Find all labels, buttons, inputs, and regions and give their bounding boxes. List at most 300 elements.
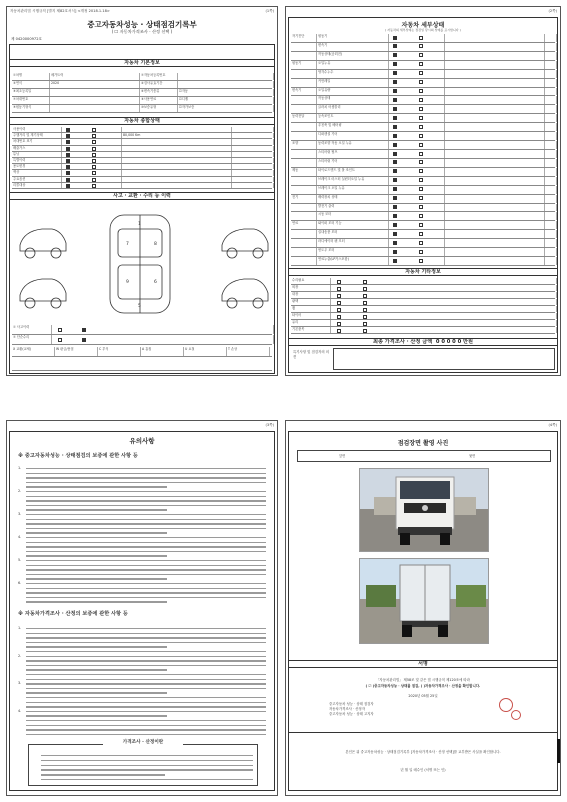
signature-statement: 「자동차관리법」 제58조 및 같은 법 시행규칙 제120조에 따라 — [376, 678, 470, 682]
text-line — [26, 523, 266, 524]
checkbox[interactable] — [393, 223, 397, 227]
checkbox[interactable] — [419, 134, 423, 138]
text-line — [41, 760, 253, 761]
checkbox[interactable] — [393, 205, 397, 209]
table-cell: 주행거리 및 계기상태 — [12, 133, 62, 138]
scroll-indicator[interactable] — [557, 739, 560, 763]
table-cell — [391, 299, 557, 305]
table-cell: ⑦차대번호 — [12, 97, 50, 104]
table-cell — [232, 183, 274, 188]
text-line — [26, 715, 167, 716]
text-line — [26, 496, 266, 497]
table-cell: 라디에이터 팬 모터 — [317, 239, 389, 247]
list-number: 2. — [18, 489, 22, 493]
text-line — [26, 669, 167, 670]
detail-frame — [288, 17, 558, 373]
checkbox[interactable] — [419, 241, 423, 245]
notes-frame — [9, 431, 275, 791]
table-cell — [122, 177, 232, 182]
checkbox[interactable] — [419, 196, 423, 200]
checkbox[interactable] — [92, 140, 96, 144]
table-cell — [291, 230, 317, 238]
table-cell — [545, 248, 557, 256]
checkbox[interactable] — [92, 171, 96, 175]
list-number: 1. — [18, 466, 22, 470]
subtitle: ( ☐ 자동차가격조사 · 산정 선택 ) — [111, 29, 173, 34]
buyer-confirmation: 본인은 위 중고자동차성능 · 상태점검기록부 [자동차가격조사 · 산정 선택]를 교부받은 사실을 확인합니다. — [345, 750, 501, 754]
table-cell — [232, 146, 274, 151]
checkbox[interactable] — [393, 71, 397, 75]
table-cell — [291, 43, 317, 51]
remarks-label: 특기사항 및 점검자의 의견 — [293, 350, 329, 359]
table-cell — [291, 186, 317, 194]
table-cell — [389, 70, 445, 78]
table-cell — [445, 221, 545, 229]
detail-status-row — [291, 132, 555, 141]
checkbox[interactable] — [66, 153, 70, 157]
checkbox[interactable] — [393, 187, 397, 191]
text-line — [26, 477, 266, 478]
checkbox[interactable] — [419, 187, 423, 191]
text-line — [26, 578, 167, 579]
table-cell — [545, 132, 557, 140]
table-cell: 와이퍼 모터 기능 — [317, 221, 389, 229]
table-cell: ② 단순수리 — [12, 335, 52, 344]
text-line — [26, 551, 266, 552]
checkbox[interactable] — [419, 205, 423, 209]
table-cell — [291, 212, 317, 220]
table-cell: ⑥변속기종류 — [140, 89, 178, 96]
checkbox[interactable] — [66, 147, 70, 151]
checkbox[interactable] — [363, 322, 367, 326]
checkbox[interactable] — [393, 250, 397, 254]
table-cell — [389, 159, 445, 167]
detail-status-row — [291, 34, 555, 43]
table-cell — [291, 239, 317, 247]
company-seal-icon — [499, 698, 513, 712]
table-cell — [545, 239, 557, 247]
checkbox[interactable] — [419, 232, 423, 236]
checkbox[interactable] — [337, 301, 341, 305]
checkbox[interactable] — [337, 322, 341, 326]
inspection-notes — [18, 466, 266, 606]
table-cell — [545, 43, 557, 51]
checkbox[interactable] — [363, 287, 367, 291]
table-cell — [50, 89, 140, 96]
checkbox[interactable] — [92, 165, 96, 169]
table-cell — [445, 150, 545, 158]
checkbox[interactable] — [393, 160, 397, 164]
checkbox[interactable] — [419, 53, 423, 57]
checkbox[interactable] — [363, 280, 367, 284]
text-line — [26, 491, 266, 492]
accident-row — [12, 335, 272, 345]
checkbox[interactable] — [393, 36, 397, 40]
text-line — [26, 725, 266, 726]
table-cell — [291, 132, 317, 140]
checkbox[interactable] — [419, 214, 423, 218]
detail-status-row — [291, 150, 555, 159]
checkbox[interactable] — [92, 153, 96, 157]
table-cell — [545, 168, 557, 176]
table-cell — [389, 105, 445, 113]
page-1-inspection-record — [6, 6, 278, 376]
text-line — [26, 706, 266, 707]
checkbox[interactable] — [337, 329, 341, 333]
checkbox[interactable] — [393, 98, 397, 102]
detail-status-row — [291, 79, 555, 88]
table-cell — [545, 70, 557, 78]
table-cell — [112, 325, 274, 334]
text-line — [26, 509, 167, 510]
checkbox[interactable] — [337, 287, 341, 291]
detail-status-row — [291, 61, 555, 70]
table-cell — [445, 230, 545, 238]
basic-info-row — [12, 81, 272, 89]
checkbox[interactable] — [393, 80, 397, 84]
text-line — [26, 683, 266, 684]
accident-history-table — [12, 325, 272, 373]
checkbox[interactable] — [337, 294, 341, 298]
table-cell: X 교환(교체) — [12, 347, 55, 356]
signer-role: 중고자동차 성능 · 상태 점검자 — [329, 702, 374, 706]
table-cell: ①차명 — [12, 73, 50, 80]
checkbox[interactable] — [393, 259, 397, 263]
checkbox[interactable] — [393, 116, 397, 120]
svg-text:8: 8 — [154, 242, 157, 247]
text-line — [26, 646, 167, 647]
checkbox[interactable] — [92, 134, 96, 138]
text-line — [26, 569, 266, 570]
checkbox[interactable] — [363, 294, 367, 298]
checkbox[interactable] — [66, 165, 70, 169]
table-cell — [389, 230, 445, 238]
table-cell — [545, 150, 557, 158]
table-cell: 기본품목 — [291, 327, 331, 333]
table-cell — [445, 61, 545, 69]
wheel-icon — [25, 248, 35, 258]
text-line — [26, 692, 167, 693]
checkbox[interactable] — [393, 214, 397, 218]
text-line — [26, 729, 266, 730]
remarks-box — [333, 348, 555, 370]
price-notes — [18, 626, 266, 736]
text-line — [26, 537, 266, 538]
checkbox[interactable] — [419, 160, 423, 164]
checkbox[interactable] — [58, 338, 62, 342]
checkbox[interactable] — [337, 308, 341, 312]
checkbox[interactable] — [393, 178, 397, 182]
table-cell: 브레이크 오일 누유 — [317, 186, 389, 194]
text-line — [26, 674, 266, 675]
text-line — [26, 583, 266, 584]
table-cell: 유리 — [291, 320, 331, 326]
table-cell — [389, 141, 445, 149]
table-cell — [389, 195, 445, 203]
checkbox[interactable] — [393, 53, 397, 57]
checkbox[interactable] — [66, 178, 70, 182]
text-line — [41, 765, 253, 766]
text-line — [26, 482, 266, 483]
checkbox[interactable] — [66, 171, 70, 175]
text-line — [26, 519, 266, 520]
checkbox[interactable] — [58, 328, 62, 332]
other-info-row — [291, 299, 555, 306]
table-cell — [232, 170, 274, 175]
table-cell: 연료 — [291, 221, 317, 229]
table-cell — [232, 177, 274, 182]
detail-status-row — [291, 168, 555, 177]
table-cell — [112, 335, 274, 344]
checkbox[interactable] — [393, 241, 397, 245]
detail-status-row — [291, 177, 555, 186]
checkbox[interactable] — [363, 301, 367, 305]
table-cell: 추친축 및 베어링 — [317, 123, 389, 131]
detail-status-row — [291, 141, 555, 150]
svg-text:1: 1 — [138, 222, 141, 227]
checkbox[interactable] — [92, 184, 96, 188]
table-cell: 스티어링 펌프 — [317, 150, 389, 158]
table-cell — [391, 313, 557, 319]
text-line — [26, 651, 266, 652]
list-number: 6. — [18, 581, 22, 585]
table-cell — [445, 239, 545, 247]
detail-status-row — [291, 212, 555, 221]
checkbox[interactable] — [393, 143, 397, 147]
detail-status-row — [291, 88, 555, 97]
table-cell: W 판금/용접 — [55, 347, 98, 356]
svg-text:7: 7 — [126, 242, 129, 247]
checkbox[interactable] — [66, 159, 70, 163]
table-cell: 메가트럭 — [50, 73, 140, 80]
table-cell: 동력조향 작동 오일 누유 — [317, 141, 389, 149]
checkbox[interactable] — [419, 89, 423, 93]
table-cell — [389, 61, 445, 69]
detail-status-row — [291, 105, 555, 114]
list-number: 2. — [18, 653, 22, 658]
checkbox[interactable] — [393, 134, 397, 138]
page-2-detail-status — [285, 6, 561, 376]
table-cell: 시동 모터 — [317, 212, 389, 220]
table-cell: 원동기 — [317, 34, 389, 42]
price-value: 0 0 0 0 0 만원 — [435, 339, 474, 345]
checkbox[interactable] — [419, 178, 423, 182]
table-cell — [445, 248, 545, 256]
checkbox[interactable] — [82, 328, 86, 332]
checkbox[interactable] — [419, 152, 423, 156]
table-cell: 커먼레일 — [317, 79, 389, 87]
checkbox[interactable] — [419, 169, 423, 173]
page-number: (4쪽) — [548, 423, 557, 427]
checkbox[interactable] — [363, 329, 367, 333]
detail-status-table — [291, 34, 555, 266]
table-cell: 클러치 어셈블리 — [317, 105, 389, 113]
checkbox[interactable] — [393, 62, 397, 66]
table-cell — [389, 34, 445, 42]
text-line — [26, 592, 266, 593]
checkbox[interactable] — [393, 152, 397, 156]
serial-number: 제 0420000972호 — [11, 37, 42, 41]
other-info-row — [291, 327, 555, 334]
overall-status-table — [12, 127, 272, 189]
table-cell: 80,000 Km — [122, 133, 232, 138]
checkbox[interactable] — [419, 259, 423, 263]
checkbox[interactable] — [82, 338, 86, 342]
text-line — [26, 500, 266, 501]
accident-row — [12, 325, 272, 335]
checkbox[interactable] — [92, 178, 96, 182]
checkbox[interactable] — [92, 159, 96, 163]
table-cell — [291, 79, 317, 87]
checkbox[interactable] — [393, 44, 397, 48]
table-cell — [389, 150, 445, 158]
text-line — [41, 769, 253, 770]
table-cell — [389, 248, 445, 256]
checkbox[interactable] — [393, 232, 397, 236]
page-number: (1쪽) — [265, 9, 274, 13]
table-cell — [445, 43, 545, 51]
table-cell: 리콜대상 — [12, 183, 62, 188]
table-cell: 동력전달 — [291, 114, 317, 122]
checkbox[interactable] — [419, 107, 423, 111]
table-cell: 변속기 — [317, 43, 389, 51]
text-line — [26, 720, 266, 721]
basic-info-row — [12, 97, 272, 105]
checkbox[interactable] — [419, 98, 423, 102]
table-cell — [291, 52, 317, 60]
checkbox[interactable] — [419, 80, 423, 84]
checkbox[interactable] — [66, 140, 70, 144]
section-other-info: 자동차 기타정보 — [289, 268, 557, 276]
checkbox[interactable] — [92, 128, 96, 132]
basic-info-row — [12, 105, 272, 113]
text-line — [26, 588, 266, 589]
other-info-row — [291, 285, 555, 292]
heading-inspection-warranty: ※ 중고자동차성능 · 상태점검의 보증에 관한 사항 등 — [18, 453, 138, 459]
section-basic-info: 자동차 기본정보 — [10, 59, 274, 67]
table-cell: ☑자동 — [178, 89, 274, 96]
detail-status-row — [291, 186, 555, 195]
page-title: 중고자동차성능 · 상태점검기록부 — [87, 20, 197, 29]
car-diagram — [14, 205, 272, 323]
table-cell: 변속기 — [291, 88, 317, 96]
basic-info-row — [12, 73, 272, 81]
table-cell — [122, 164, 232, 169]
table-cell: 타이어 — [291, 313, 331, 319]
checkbox[interactable] — [363, 308, 367, 312]
checkbox[interactable] — [66, 184, 70, 188]
checkbox[interactable] — [419, 44, 423, 48]
page-number: (3쪽) — [265, 423, 274, 427]
signer-role: 중고자동차 성능 · 상태 고지자 — [329, 712, 374, 716]
table-cell: 전기 — [291, 195, 317, 203]
table-cell — [291, 105, 317, 113]
table-cell: 배출가스 — [12, 146, 62, 151]
table-cell — [545, 204, 557, 212]
table-cell — [122, 146, 232, 151]
checkbox[interactable] — [419, 71, 423, 75]
table-cell — [445, 204, 545, 212]
text-line — [26, 633, 266, 634]
table-cell — [445, 141, 545, 149]
table-cell: 배력장치 상태 — [317, 195, 389, 203]
other-info-row — [291, 320, 555, 327]
checkbox[interactable] — [393, 169, 397, 173]
table-cell — [545, 212, 557, 220]
table-cell: A 흠집 — [141, 347, 184, 356]
checkbox[interactable] — [419, 143, 423, 147]
text-line — [26, 702, 266, 703]
table-cell — [291, 150, 317, 158]
table-cell — [445, 168, 545, 176]
table-cell — [178, 81, 274, 88]
table-cell — [389, 123, 445, 131]
page-title: 유의사항 — [129, 437, 155, 445]
text-line — [26, 514, 266, 515]
sign-date: 2020년 05월 25일 — [408, 694, 438, 698]
table-cell: ☑디젤 — [178, 97, 274, 104]
table-cell: ① 사고이력 — [12, 325, 52, 334]
text-line — [26, 468, 266, 469]
checkbox[interactable] — [419, 250, 423, 254]
photo-frame — [288, 431, 558, 791]
table-cell: 차대번호 표기 — [12, 139, 62, 144]
wheel-icon — [51, 248, 61, 258]
checkbox[interactable] — [92, 147, 96, 151]
checkbox[interactable] — [337, 280, 341, 284]
checkbox[interactable] — [393, 89, 397, 93]
table-cell: ③연식 — [12, 81, 50, 88]
checkbox[interactable] — [66, 128, 70, 132]
text-line — [26, 642, 266, 643]
table-cell: 디퍼렌셜 기어 — [317, 132, 389, 140]
table-cell: ④검사유효기간 — [140, 81, 178, 88]
detail-status-row — [291, 257, 555, 266]
checkbox[interactable] — [419, 62, 423, 66]
checkbox[interactable] — [393, 107, 397, 111]
table-cell — [232, 139, 274, 144]
checkbox[interactable] — [419, 125, 423, 129]
table-cell — [291, 70, 317, 78]
text-line — [26, 473, 266, 474]
table-cell — [445, 186, 545, 194]
checkbox[interactable] — [393, 196, 397, 200]
table-cell: T 손상 — [227, 347, 270, 356]
table-cell: 타이로드엔드 및 볼 조인트 — [317, 168, 389, 176]
table-cell — [445, 88, 545, 96]
section-accident: 사고 · 교환 · 수리 등 이력 — [10, 192, 274, 200]
checkbox[interactable] — [393, 125, 397, 129]
table-cell — [389, 186, 445, 194]
checkbox[interactable] — [337, 315, 341, 319]
detail-status-row — [291, 52, 555, 61]
table-cell: 실내송풍 모터 — [317, 230, 389, 238]
detail-status-row — [291, 248, 555, 257]
detail-status-row — [291, 123, 555, 132]
table-cell — [545, 79, 557, 87]
checkbox[interactable] — [419, 223, 423, 227]
table-cell — [389, 204, 445, 212]
table-cell — [291, 177, 317, 185]
checkbox[interactable] — [419, 36, 423, 40]
checkbox[interactable] — [66, 134, 70, 138]
checkbox[interactable] — [363, 315, 367, 319]
table-cell — [445, 96, 545, 104]
detail-status-row — [291, 221, 555, 230]
detail-status-row — [291, 114, 555, 123]
table-cell — [445, 177, 545, 185]
checkbox[interactable] — [419, 116, 423, 120]
